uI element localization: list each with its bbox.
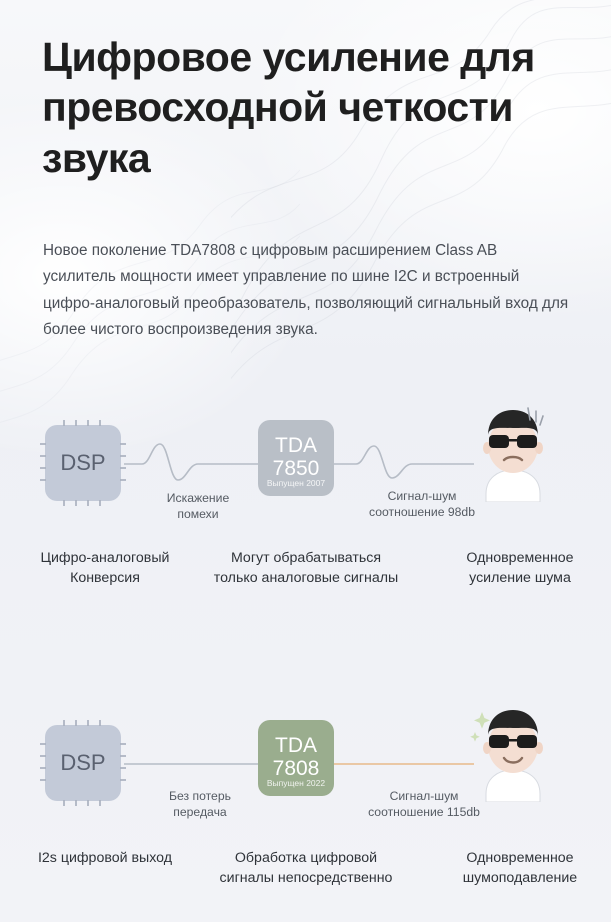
chip-tda7850 bbox=[258, 420, 334, 496]
chip-dsp-label: DSP bbox=[60, 750, 106, 776]
caption-new-2: Обработка цифровой сигналы непосредственно bbox=[219, 850, 393, 887]
caption-legacy-1: Цифро-аналоговый Конверсия bbox=[40, 550, 170, 587]
caption-legacy-2: Могут обрабатываться только аналоговые сигналы bbox=[213, 550, 399, 587]
chip-tda7808-release: Выпущен 2022 bbox=[266, 778, 326, 788]
chip-tda7850-line2: 7850 bbox=[272, 457, 320, 480]
link-caption-new: Без потерь передача bbox=[169, 789, 231, 820]
chip-tda7808-line2: 7808 bbox=[272, 757, 320, 780]
signal-wave-distorted-icon bbox=[124, 438, 262, 486]
output-caption-new: Сигнал-шум соотношение 115db bbox=[368, 789, 480, 820]
chip-tda7808-label bbox=[273, 735, 320, 780]
sparkle-icon bbox=[470, 712, 490, 742]
chip-dsp-new bbox=[45, 725, 121, 801]
page-title: Цифровое усиление для превосходной четкости звука bbox=[42, 34, 535, 181]
signal-line-output-icon bbox=[334, 738, 474, 786]
caption-new-3: Одновременное шумоподавление bbox=[462, 850, 578, 887]
output-caption-legacy: Сигнал-шум соотношение 98db bbox=[369, 489, 475, 520]
chip-tda7850-release: Выпущен 2007 bbox=[266, 478, 326, 488]
happy-face-icon bbox=[468, 702, 558, 802]
chip-tda7850-line1: TDA bbox=[275, 434, 317, 458]
signal-line-clean-icon bbox=[124, 738, 262, 786]
page-description: Новое поколение TDA7808 с цифровым расширением Class AB усилитель мощности имеет управление по шине I2C и встроенный цифро-аналоговый преобразователь, позволяющий сигнальный вход для более чистого воспроизведения звука. bbox=[43, 242, 569, 338]
caption-legacy-3: Одновременное усиление шума bbox=[466, 550, 574, 587]
chip-dsp-legacy bbox=[45, 425, 121, 501]
chip-tda7850-label bbox=[273, 435, 320, 480]
chip-tda7808-line1: TDA bbox=[275, 734, 317, 758]
caption-new-1: I2s цифровой выход bbox=[37, 850, 173, 866]
signal-wave-noisy-icon bbox=[334, 438, 474, 486]
link-caption-legacy: Искажение помехи bbox=[166, 491, 230, 522]
chip-tda7808 bbox=[258, 720, 334, 796]
sad-face-icon bbox=[468, 402, 558, 502]
chip-dsp-label: DSP bbox=[60, 450, 106, 476]
